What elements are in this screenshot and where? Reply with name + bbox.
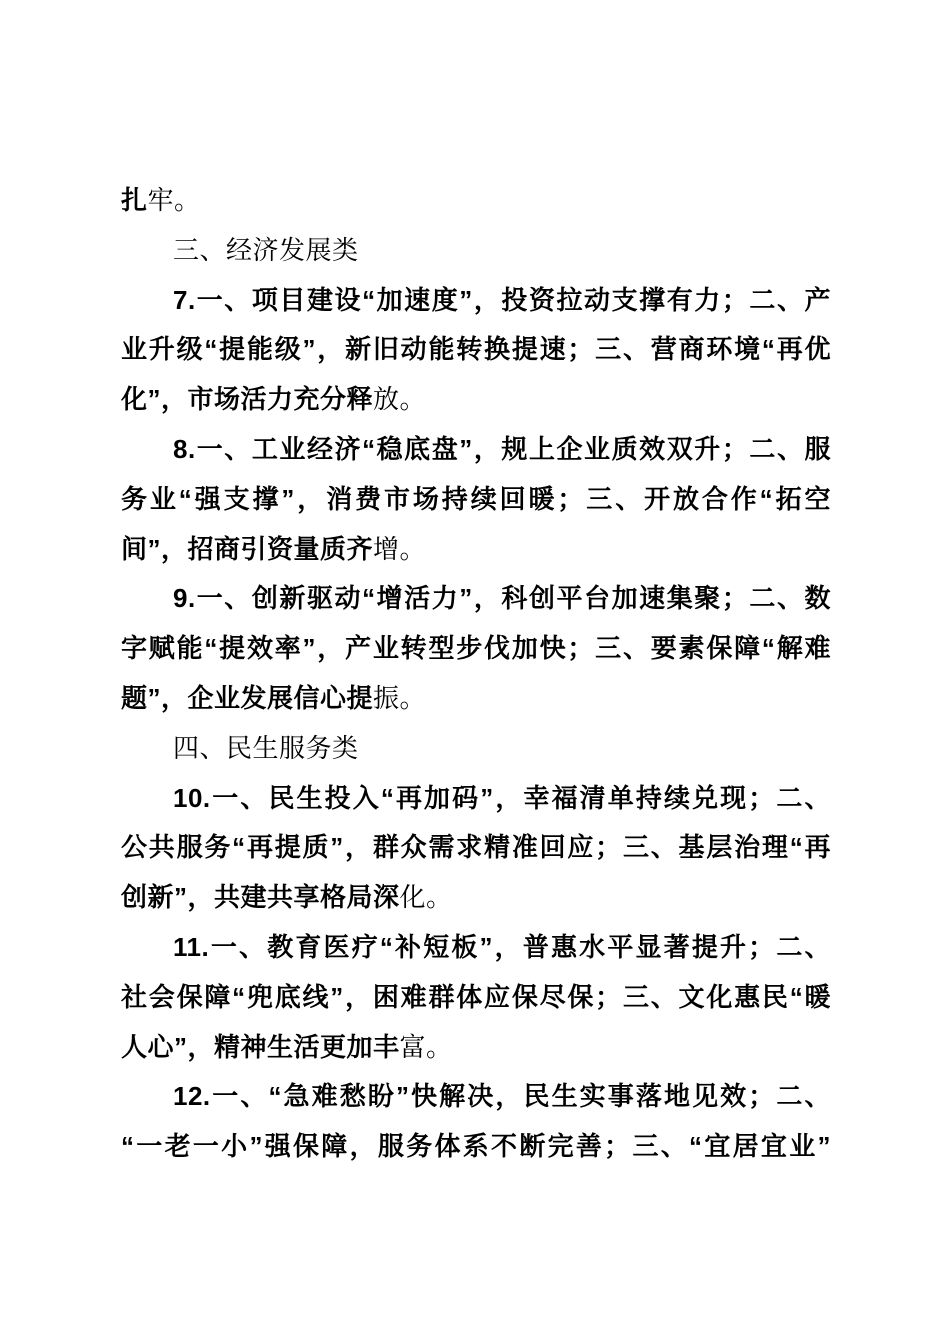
section-heading: 四、民生服务类 <box>173 732 359 763</box>
text-line <box>121 276 831 326</box>
line-text-bold: 12.一、“急难愁盼”快解决，民生实事落地见效；二、 <box>173 1081 831 1112</box>
text-line <box>121 1122 831 1172</box>
text-line <box>121 823 831 873</box>
text-line <box>121 624 831 674</box>
text-line <box>121 774 831 824</box>
line-text-tail: 放。 <box>373 384 427 415</box>
text-line <box>121 425 831 475</box>
line-text-bold: 间”，招商引资量质齐 <box>121 533 374 564</box>
text-line <box>121 475 831 525</box>
text-line <box>121 1072 831 1122</box>
line-text-bold: 社会保障“兜底线”，困难群体应保尽保；三、文化惠民“暖 <box>121 981 831 1012</box>
line-text-bold: 7.一、项目建设“加速度”，投资拉动支撑有力；二、产 <box>173 284 831 315</box>
line-text-tail: 振。 <box>373 682 427 713</box>
line-text-tail: 增。 <box>373 533 427 564</box>
line-text-bold: “一老一小”强保障，服务体系不断完善；三、“宜居宜业” <box>121 1131 831 1162</box>
line-text-bold: 10.一、民生投入“再加码”，幸福清单持续兑现；二、 <box>173 782 831 813</box>
line-text-bold: 务业“强支撑”，消费市场持续回暖；三、开放合作“拓空 <box>121 483 831 514</box>
line-text-bold: 业升级“提能级”，新旧动能转换提速；三、营商环境“再优 <box>121 334 831 365</box>
text-line <box>121 973 831 1023</box>
line-text-bold: 字赋能“提效率”，产业转型步伐加快；三、要素保障“解难 <box>121 633 831 664</box>
line-text-bold: 化”，市场活力充分释 <box>121 384 374 415</box>
text-line <box>121 923 831 973</box>
text-line <box>121 525 831 575</box>
text-line <box>121 1023 831 1073</box>
text-line <box>121 325 831 375</box>
line-text-bold: 题”，企业发展信心提 <box>121 682 374 713</box>
section-heading: 三、经济发展类 <box>173 234 359 265</box>
text-line <box>121 375 831 425</box>
line-text-tail: 化。 <box>399 882 453 913</box>
text-line <box>121 873 831 923</box>
line-text-bold: 11.一、教育医疗“补短板”，普惠水平显著提升；二、 <box>173 931 831 962</box>
text-line <box>121 674 831 724</box>
line-text-bold: 人心”，精神生活更加丰 <box>121 1031 400 1062</box>
line-text-bold: 扎 <box>121 185 148 215</box>
line-text-bold: 9.一、创新驱动“增活力”，科创平台加速集聚；二、数 <box>173 583 831 614</box>
text-line <box>121 176 831 226</box>
text-line <box>121 574 831 624</box>
line-text-bold: 8.一、工业经济“稳底盘”，规上企业质效双升；二、服 <box>173 433 831 464</box>
line-text-tail: 富。 <box>399 1031 453 1062</box>
line-text-bold: 公共服务“再提质”，群众需求精准回应；三、基层治理“再 <box>121 832 831 863</box>
line-text-bold: 创新”，共建共享格局深 <box>121 882 400 913</box>
line-text-tail: 牢。 <box>147 185 201 215</box>
